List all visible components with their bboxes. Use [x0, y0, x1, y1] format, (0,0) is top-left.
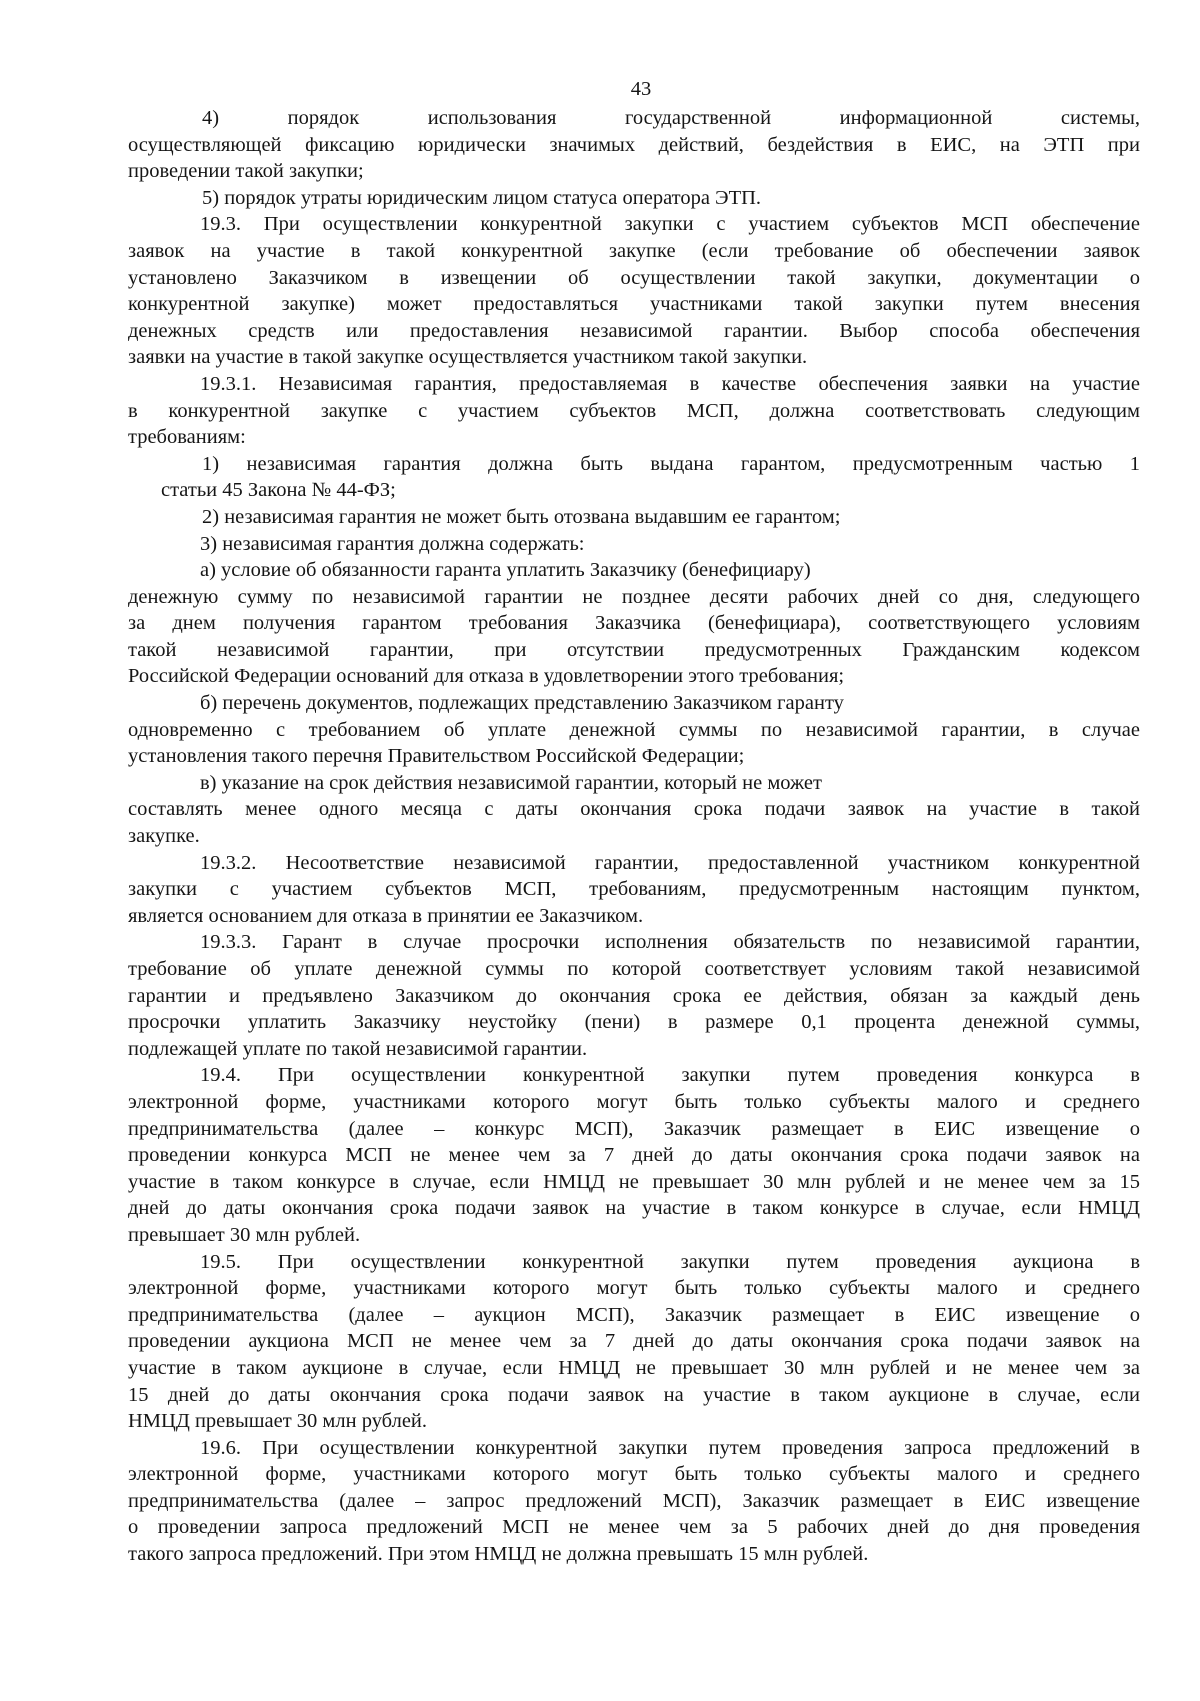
text-line: закупке.: [128, 825, 200, 848]
text-line: статьи 45 Закона № 44-ФЗ;: [161, 479, 396, 502]
text-line: 19.3.3. Гарант в случае просрочки исполнения обязательств по независимой гарантии,: [200, 931, 1140, 954]
text-line: предпринимательства (далее – конкурс МСП), Заказчик размещает в ЕИС извещение о: [128, 1117, 1140, 1140]
text-line: 19.6. При осуществлении конкурентной закупки путем проведения запроса предложений в: [200, 1436, 1140, 1459]
text-line: проведении конкурса МСП не менее чем за 7 дней до даты окончания срока подачи заявок на: [128, 1144, 1140, 1167]
text-line: б) перечень документов, подлежащих представлению Заказчиком гаранту: [200, 692, 844, 715]
text-line: 19.3.2. Несоответствие независимой гарантии, предоставленной участником конкурентной: [200, 851, 1140, 874]
text-line: установлено Заказчиком в извещении об осуществлении такой закупки, документации о: [128, 266, 1140, 289]
page-number: 43: [630, 78, 652, 100]
text-line: 4) порядок использования государственной информационной системы,: [202, 107, 1140, 129]
text-line: одновременно с требованием об уплате денежной суммы по независимой гарантии, в случае: [128, 718, 1140, 741]
text-line: 19.4. При осуществлении конкурентной закупки путем проведения конкурса в: [200, 1064, 1140, 1087]
text-line: такой независимой гарантии, при отсутствии предусмотренных Гражданским кодексом: [128, 638, 1140, 661]
text-line: подлежащей уплате по такой независимой гарантии.: [128, 1037, 588, 1060]
text-line: денежную сумму по независимой гарантии не позднее десяти рабочих дней со дня, следующего: [128, 585, 1140, 608]
text-line: НМЦД превышает 30 млн рублей.: [128, 1410, 428, 1433]
text-line: за днем получения гарантом требования Заказчика (бенефициара), соответствующего условиям: [128, 612, 1140, 635]
text-line: участие в таком аукционе в случае, если НМЦД не превышает 30 млн рублей и не менее чем за: [128, 1356, 1140, 1379]
text-line: заявки на участие в такой закупке осуществляется участником такой закупки.: [128, 346, 808, 369]
text-line: требованиям:: [128, 426, 246, 449]
text-line: в) указание на срок действия независимой гарантии, который не может: [200, 771, 822, 794]
text-line: конкурентной закупке) может предоставляться участниками такой закупки путем внесения: [128, 293, 1140, 316]
text-line: составлять менее одного месяца с даты окончания срока подачи заявок на участие в такой: [128, 798, 1140, 821]
text-line: закупки с участием субъектов МСП, требованиям, предусмотренным настоящим пунктом,: [128, 878, 1140, 901]
text-line: превышает 30 млн рублей.: [128, 1223, 361, 1246]
text-line: 19.5. При осуществлении конкурентной закупки путем проведения аукциона в: [200, 1250, 1140, 1273]
text-line: в конкурентной закупке с участием субъектов МСП, должна соответствовать следующим: [128, 399, 1140, 422]
text-line: Российской Федерации оснований для отказа в удовлетворении этого требования;: [128, 665, 845, 688]
text-line: осуществляющей фиксацию юридически значимых действий, бездействия в ЕИС, на ЭТП при: [128, 133, 1140, 156]
text-line: а) условие об обязанности гаранта уплатить Заказчику (бенефициару): [200, 559, 811, 582]
text-line: проведении аукциона МСП не менее чем за 7 дней до даты окончания срока подачи заявок на: [128, 1330, 1140, 1353]
text-line: электронной форме, участниками которого могут быть только субъекты малого и среднего: [128, 1277, 1140, 1300]
text-line: такого запроса предложений. При этом НМЦД не должна превышать 15 млн рублей.: [128, 1543, 869, 1566]
text-line: предпринимательства (далее – запрос предложений МСП), Заказчик размещает в ЕИС извещение: [128, 1489, 1140, 1512]
text-line: проведении такой закупки;: [128, 160, 364, 183]
text-line: 15 дней до даты окончания срока подачи заявок на участие в таком аукционе в случае, если: [128, 1383, 1140, 1406]
text-line: участие в таком конкурсе в случае, если НМЦД не превышает 30 млн рублей и не менее чем за 15: [128, 1170, 1140, 1193]
text-line: дней до даты окончания срока подачи заявок на участие в таком конкурсе в случае, если НМЦД: [128, 1197, 1140, 1220]
text-line: 3) независимая гарантия должна содержать:: [200, 532, 585, 555]
text-line: 19.3. При осуществлении конкурентной закупки с участием субъектов МСП обеспечение: [200, 213, 1140, 236]
text-line: заявок на участие в такой конкурентной закупке (если требование об обеспечении заявок: [128, 239, 1140, 262]
text-line: 1) независимая гарантия должна быть выдана гарантом, предусмотренным частью 1: [202, 452, 1140, 475]
document-body: [128, 105, 1140, 1568]
text-line: является основанием для отказа в принятии ее Заказчиком.: [128, 904, 644, 927]
text-line: денежных средств или предоставления независимой гарантии. Выбор способа обеспечения: [128, 319, 1140, 342]
text-line: 19.3.1. Независимая гарантия, предоставляемая в качестве обеспечения заявки на участие: [200, 372, 1140, 395]
text-line: электронной форме, участниками которого могут быть только субъекты малого и среднего: [128, 1090, 1140, 1113]
text-line: 2) независимая гарантия не может быть отозвана выдавшим ее гарантом;: [202, 505, 841, 528]
text-line: о проведении запроса предложений МСП не менее чем за 5 рабочих дней до дня проведения: [128, 1516, 1140, 1539]
text-line: гарантии и предъявлено Заказчиком до окончания срока ее действия, обязан за каждый день: [128, 984, 1140, 1007]
text-line: 5) порядок утраты юридическим лицом статуса оператора ЭТП.: [202, 186, 762, 209]
text-line: электронной форме, участниками которого могут быть только субъекты малого и среднего: [128, 1463, 1140, 1486]
text-line: предпринимательства (далее – аукцион МСП), Заказчик размещает в ЕИС извещение о: [128, 1303, 1140, 1326]
text-line: установления такого перечня Правительством Российской Федерации;: [128, 745, 745, 768]
text-line: просрочки уплатить Заказчику неустойку (пени) в размере 0,1 процента денежной суммы,: [128, 1011, 1140, 1034]
text-line: требование об уплате денежной суммы по которой соответствует условиям такой независимой: [128, 958, 1140, 980]
